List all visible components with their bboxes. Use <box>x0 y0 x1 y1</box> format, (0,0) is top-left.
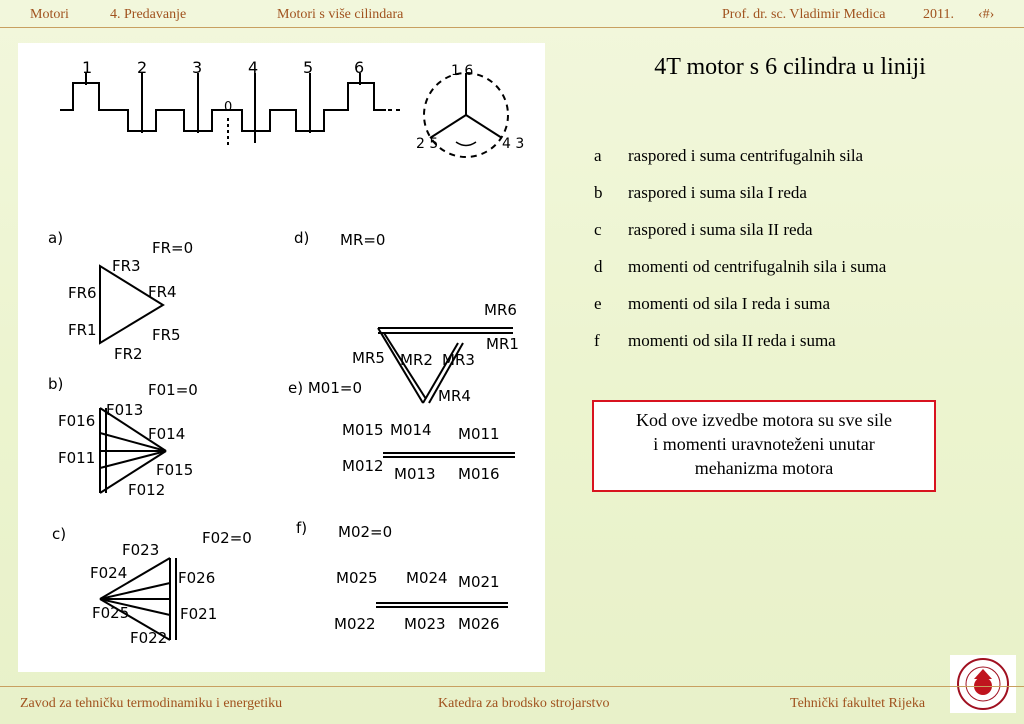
panel-b-label-2: F016 <box>58 412 96 430</box>
cyl-number-5: 5 <box>303 58 314 77</box>
panel-d-label-1: MR6 <box>484 301 517 319</box>
panel-e-label-1: M015 <box>342 421 384 439</box>
note-line: Kod ove izvedbe motora su sve sile <box>636 410 892 430</box>
panel-f-sum: M02=0 <box>338 523 393 541</box>
panel-d-sum: MR=0 <box>340 231 386 249</box>
header-course: Motori <box>30 7 69 22</box>
university-seal-logo <box>950 655 1016 713</box>
slide-title: 4T motor s 6 cilindra u liniji <box>654 54 926 80</box>
panel-d-label-3: MR5 <box>352 349 385 367</box>
panel-f-label-5: M023 <box>404 615 446 633</box>
list-item-letter: b <box>594 183 603 202</box>
panel-a-label-2: FR4 <box>148 283 177 301</box>
panel-f-label-6: M026 <box>458 615 500 633</box>
panel-c-label-4: F025 <box>92 604 130 622</box>
panel-c-labels <box>52 525 252 647</box>
list-item-letter: a <box>594 146 602 165</box>
cyl-number-6: 6 <box>354 58 365 77</box>
panel-f-tag: f) <box>296 519 308 537</box>
cyl-number-2: 2 <box>137 58 148 77</box>
panel-f-labels <box>296 519 500 633</box>
panel-e-label-6: M016 <box>458 465 500 483</box>
list-item-letter: f <box>594 331 600 350</box>
crank-zero-label: 0 <box>224 100 233 115</box>
list-item-text: momenti od centrifugalnih sila i suma <box>628 257 887 276</box>
crank-label-top: 1 6 <box>451 63 474 79</box>
panel-d-label-5: MR3 <box>442 351 475 369</box>
panel-e-label-4: M012 <box>342 457 384 475</box>
header-topic: Motori s više cilindara <box>277 7 404 22</box>
footer-faculty: Tehnički fakultet Rijeka <box>790 696 926 711</box>
panel-a-labels <box>48 229 193 363</box>
panel-c-label-3: F026 <box>178 569 216 587</box>
footer-institute: Zavod za tehničku termodinamiku i energetiku <box>20 696 283 711</box>
panel-e-moment-line <box>383 453 515 457</box>
panel-c-tag: c) <box>52 525 67 543</box>
slide-header <box>0 0 1024 28</box>
crank-label-left: 2 5 <box>416 136 439 152</box>
force-moment-diagram <box>18 43 545 672</box>
panel-a-label-3: FR6 <box>68 284 97 302</box>
footer-department: Katedra za brodsko strojarstvo <box>438 696 610 711</box>
header-year: 2011. <box>923 7 954 22</box>
panel-f-label-1: M025 <box>336 569 378 587</box>
cyl-number-3: 3 <box>192 58 203 77</box>
list-item-text: raspored i suma sila II reda <box>628 220 813 239</box>
panel-b-sum: F01=0 <box>148 381 198 399</box>
panel-c-label-2: F024 <box>90 564 128 582</box>
panel-e-label-2: M014 <box>390 421 432 439</box>
list-item-letter: d <box>594 257 603 276</box>
list-item-letter: e <box>594 294 602 313</box>
engine-diagram-figure <box>18 43 545 672</box>
panel-b-label-4: F011 <box>58 449 96 467</box>
panel-d-label-6: MR4 <box>438 387 471 405</box>
panel-a-label-6: FR2 <box>114 345 143 363</box>
list-item-text: momenti od sila I reda i suma <box>628 294 831 313</box>
panel-b-label-1: F013 <box>106 401 144 419</box>
panel-d-label-2: MR1 <box>486 335 519 353</box>
panel-f-label-3: M021 <box>458 573 500 591</box>
note-line: i momenti uravnoteženi unutar <box>653 434 875 454</box>
panel-c-sum: F02=0 <box>202 529 252 547</box>
panel-a-tag: a) <box>48 229 64 247</box>
header-page-number: ‹#› <box>978 7 995 22</box>
note-line: mehanizma motora <box>694 458 834 478</box>
list-item-text: raspored i suma sila I reda <box>628 183 807 202</box>
panel-d-tag: d) <box>294 229 310 247</box>
panel-b-labels <box>48 375 198 499</box>
panel-b-label-6: F012 <box>128 481 166 499</box>
panel-d-label-4: MR2 <box>400 351 433 369</box>
panel-a-label-5: FR5 <box>152 326 181 344</box>
cylinder-numbers <box>82 58 364 115</box>
conclusion-note-box <box>592 400 936 492</box>
panel-c-label-1: F023 <box>122 541 160 559</box>
crank-label-right: 4 3 <box>502 136 525 152</box>
panel-e-label-5: M013 <box>394 465 436 483</box>
list-item-text: raspored i suma centrifugalnih sila <box>628 146 864 165</box>
panel-e-tag: e) M01=0 <box>288 379 362 397</box>
panel-b-tag: b) <box>48 375 64 393</box>
list-item-text: momenti od sila II reda i suma <box>628 331 836 350</box>
panel-a-label-4: FR1 <box>68 321 97 339</box>
panel-b-label-5: F015 <box>156 461 194 479</box>
panel-f-label-4: M022 <box>334 615 376 633</box>
panel-b-label-3: F014 <box>148 425 186 443</box>
list-item-letter: c <box>594 220 602 239</box>
panel-a-label-1: FR3 <box>112 257 141 275</box>
cyl-number-4: 4 <box>248 58 259 77</box>
panel-e-label-3: M011 <box>458 425 500 443</box>
panel-a-sum: FR=0 <box>152 239 194 257</box>
header-lecture: 4. Predavanje <box>110 7 187 22</box>
header-divider <box>0 27 1024 28</box>
panel-c-label-6: F022 <box>130 629 168 647</box>
header-author: Prof. dr. sc. Vladimir Medica <box>722 7 886 22</box>
panel-c-label-5: F021 <box>180 605 218 623</box>
footer-divider <box>0 686 1024 687</box>
cyl-number-1: 1 <box>82 58 93 77</box>
panel-f-label-2: M024 <box>406 569 448 587</box>
panel-f-moment-line <box>376 603 508 607</box>
